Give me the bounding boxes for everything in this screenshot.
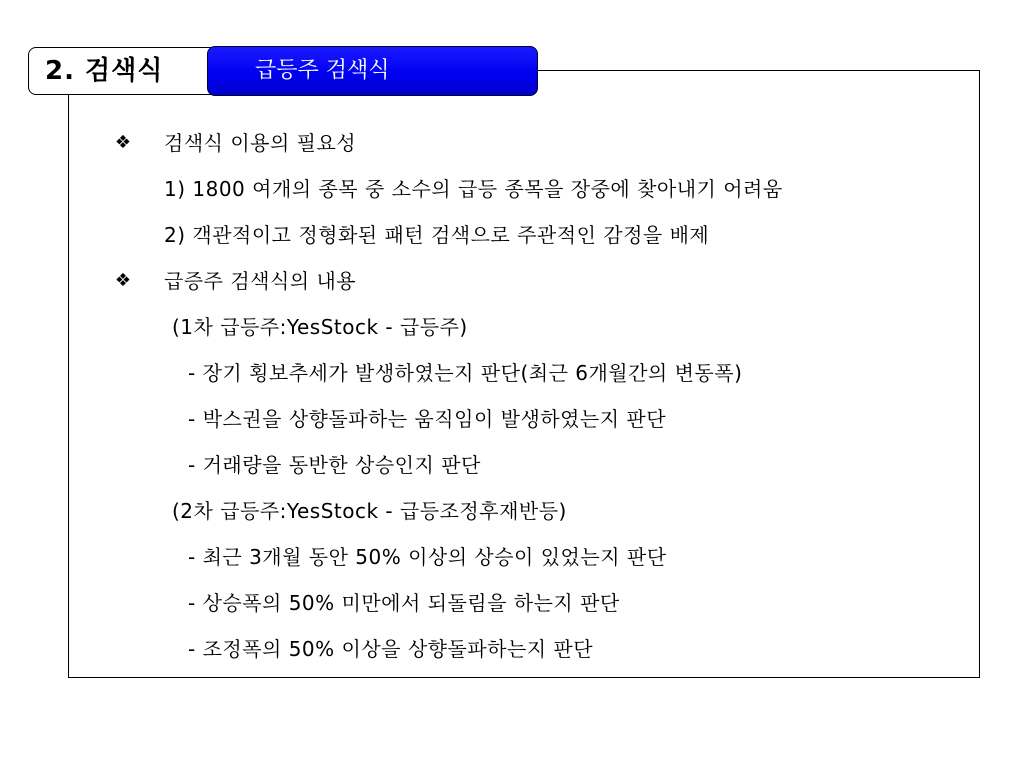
stage2-item: - 조정폭의 50% 이상을 상향돌파하는지 판단: [188, 637, 594, 661]
section-label: 2. 검색식: [28, 47, 228, 95]
stage2-title: (2차 급등주:YesStock - 급등조정후재반등): [172, 499, 567, 523]
stage1-title: (1차 급등주:YesStock - 급등주): [172, 315, 468, 339]
heading-content: 급증주 검색식의 내용: [164, 269, 357, 293]
heading-necessity: 검색식 이용의 필요성: [164, 131, 357, 155]
stage2-item: - 상승폭의 50% 미만에서 되돌림을 하는지 판단: [188, 591, 620, 615]
diamond-bullet-icon: ❖: [114, 270, 132, 291]
stage1-item: - 박스권을 상향돌파하는 움직임이 발생하였는지 판단: [188, 407, 667, 431]
diamond-bullet-icon: ❖: [114, 132, 132, 153]
slide-title: 급등주 검색식: [207, 46, 538, 96]
stage2-item: - 최근 3개월 동안 50% 이상의 상승이 있었는지 판단: [188, 545, 667, 569]
stage1-item: - 장기 횡보추세가 발생하였는지 판단(최근 6개월간의 변동폭): [188, 361, 743, 385]
necessity-item-1: 1) 1800 여개의 종목 중 소수의 급등 종목을 장중에 찾아내기 어려움: [164, 177, 783, 201]
stage1-item: - 거래량을 동반한 상승인지 판단: [188, 453, 481, 477]
necessity-item-2: 2) 객관적이고 정형화된 패턴 검색으로 주관적인 감정을 배제: [164, 223, 710, 247]
